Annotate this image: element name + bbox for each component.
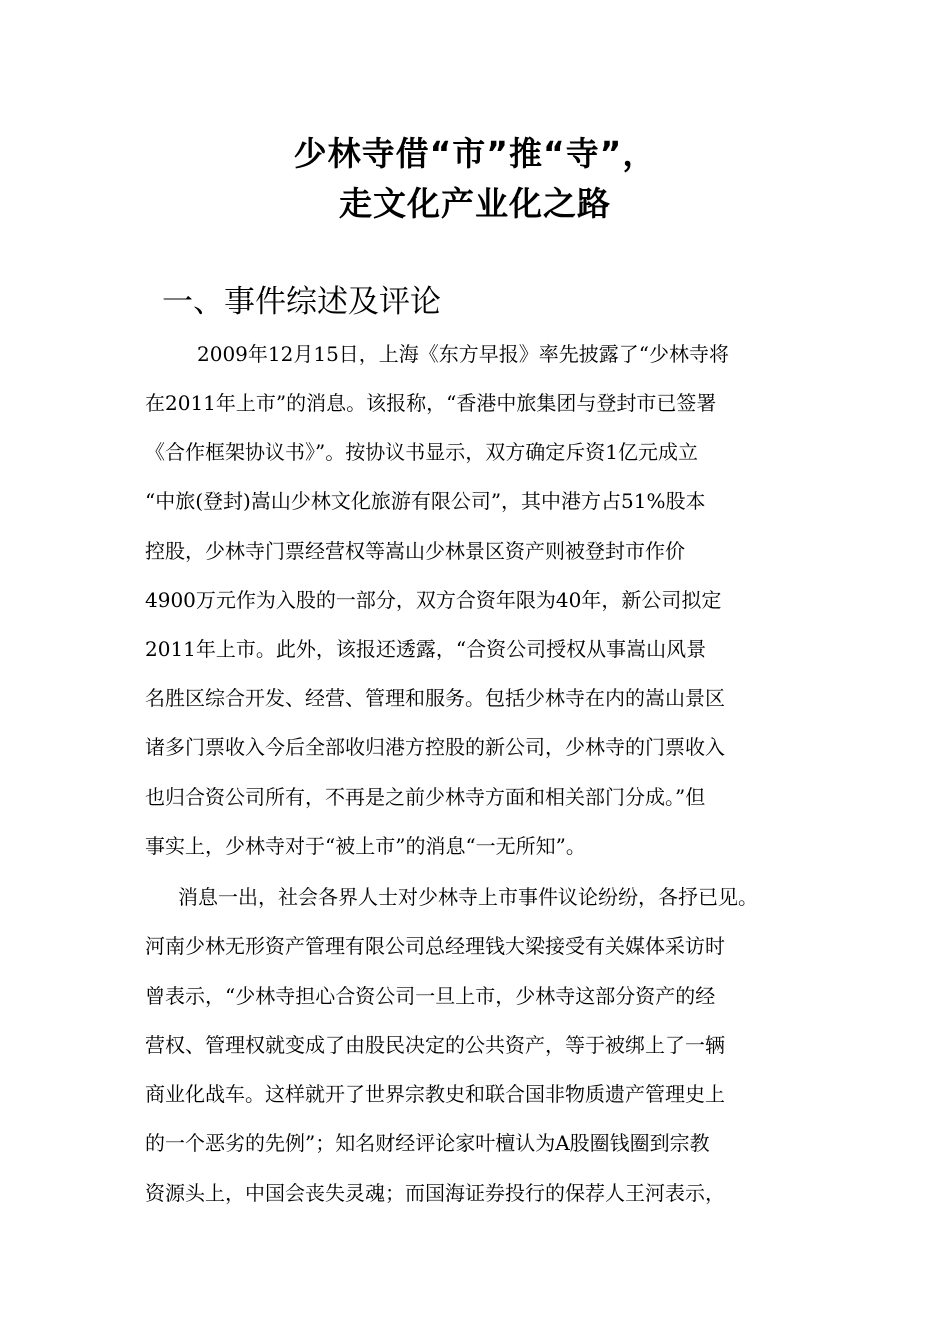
paragraph-1-line-10: 也归合资公司所有，不再是之前少林寺方面和相关部门分成。”但 (145, 785, 706, 809)
paragraph-1-line-4: “中旅(登封)嵩山少林文化旅游有限公司”，其中港方占51%股本 (145, 489, 706, 513)
paragraph-1-line-3: 《合作框架协议书》”。按协议书显示，双方确定斥资1亿元成立 (145, 440, 698, 464)
paragraph-1-line-2: 在2011年上市”的消息。该报称，“香港中旅集团与登封市已签署 (145, 391, 717, 415)
paragraph-1-line-11: 事实上，少林寺对于“被上市”的消息“一无所知”。 (145, 834, 586, 858)
paragraph-2-line-1: 消息一出，社会各界人士对少林寺上市事件议论纷纷，各抒已见。 (178, 885, 758, 909)
paragraph-1-line-7: 2011年上市。此外，该报还透露，“合资公司授权从事嵩山风景 (145, 637, 707, 661)
paragraph-1-line-1: 2009年12月15日，上海《东方早报》率先披露了“少林寺将 (197, 342, 730, 366)
paragraph-2-line-4: 营权、管理权就变成了由股民决定的公共资产，等于被绑上了一辆 (145, 1033, 725, 1057)
paragraph-1-line-6: 4900万元作为入股的一部分，双方合资年限为40年，新公司拟定 (145, 588, 722, 612)
paragraph-1-line-5: 控股，少林寺门票经营权等嵩山少林景区资产则被登封市作价 (145, 539, 685, 563)
paragraph-2-line-7: 资源头上，中国会丧失灵魂；而国海证券投行的保荐人王河表示， (145, 1181, 725, 1205)
paragraph-2-line-5: 商业化战车。这样就开了世界宗教史和联合国非物质遗产管理史上 (145, 1082, 725, 1106)
document-title-line-2: 走文化产业化之路 (339, 184, 611, 223)
paragraph-2-line-6: 的一个恶劣的先例”；知名财经评论家叶檀认为A股圈钱圈到宗教 (145, 1131, 710, 1155)
paragraph-2-line-2: 河南少林无形资产管理有限公司总经理钱大梁接受有关媒体采访时 (145, 934, 725, 958)
section-heading: 一、事件综述及评论 (162, 284, 441, 320)
document-title-line-1: 少林寺借“市”推“寺”， (293, 134, 657, 173)
paragraph-2-line-3: 曾表示，“少林寺担心合资公司一旦上市，少林寺这部分资产的经 (145, 984, 716, 1008)
paragraph-1-line-9: 诸多门票收入今后全部收归港方控股的新公司，少林寺的门票收入 (145, 735, 725, 759)
paragraph-1-line-8: 名胜区综合开发、经营、管理和服务。包括少林寺在内的嵩山景区 (145, 686, 725, 710)
